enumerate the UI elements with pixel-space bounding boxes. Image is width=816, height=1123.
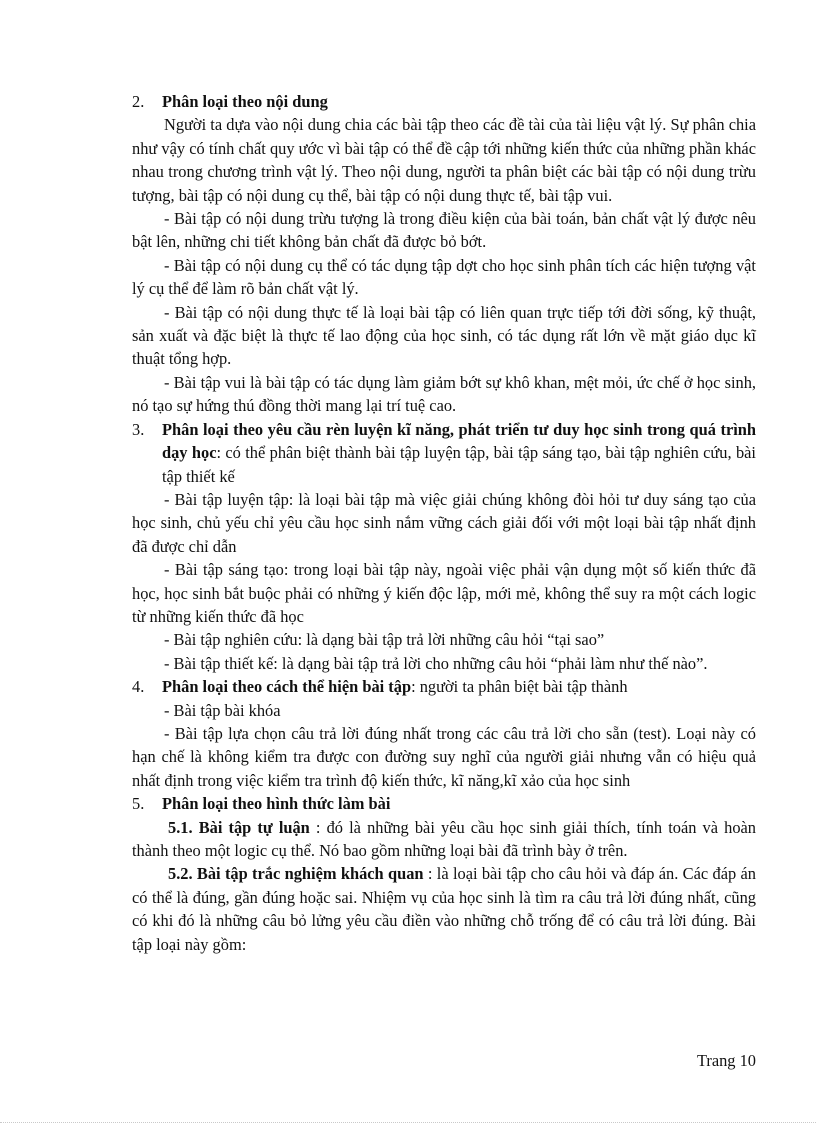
bullet-item: - Bài tập lựa chọn câu trả lời đúng nhất trong các câu trả lời cho sẵn (test). Loại này có hạn chế là không kiểm tra được con đường suy nghĩ của người giải nhưng vẫn có hiệu quả nhất định trong việc kiểm tra trình độ kiến thức, kĩ năng,kĩ xảo của học sinh (132, 723, 756, 790)
subsection-text: : là loại bài tập cho câu hỏi và đáp án. Các đáp án có thể là đúng, gần đúng hoặc sai. Nhiệm vụ của học sinh là tìm ra câu trả lời đúng nhất, cũng có khi đó là những câu bỏ lửng yêu cầu điền vào những chỗ trống để có câu trả lời đúng. Bài tập loại này gồm: (132, 864, 756, 954)
bullet-item: - Bài tập có nội dung cụ thể có tác dụng tập dợt cho học sinh phân tích các hiện tượng vật lý cụ thể để làm rõ bản chất vật lý. (132, 255, 756, 299)
section-5-heading (132, 792, 756, 815)
bullet-item: - Bài tập sáng tạo: trong loại bài tập này, ngoài việc phải vận dụng một số kiến thức đã học, học sinh bắt buộc phải có những ý kiến độc lập, mới mẻ, không thể suy ra một cách logic từ những kiến thức đã học (132, 560, 756, 626)
bullet-item: - Bài tập bài khóa (164, 700, 281, 720)
section-intro: : người ta phân biệt bài tập thành (411, 677, 628, 697)
section-title: Phân loại theo cách thể hiện bài tập (162, 677, 412, 697)
section-intro: : có thể phân biệt thành bài tập luyện tập, bài tập sáng tạo, bài tập nghiên cứu, bài tập thiết kế (162, 443, 756, 486)
bullet-item: - Bài tập vui là bài tập có tác dụng làm giảm bớt sự khô khan, mệt mỏi, ức chế ở học sinh, nó tạo sự hứng thú đồng thời mang lại trí tuệ cao. (132, 372, 756, 416)
section-number: 5. (132, 794, 145, 814)
section-title: Phân loại theo yêu cầu rèn luyện kĩ năng, phát triển tư duy học sinh trong quá trình dạy học (162, 419, 756, 463)
section-2-heading (132, 90, 756, 113)
bullet-item: - Bài tập có nội dung trừu tượng là trong điều kiện của bài toán, bản chất vật lý được nêu bật lên, những chi tiết không bản chất đã được bỏ bớt. (132, 209, 756, 252)
section-title: Phân loại theo nội dung (162, 92, 328, 111)
section-3-heading (132, 418, 756, 488)
section-number: 3. (132, 419, 145, 439)
section-4-heading (132, 675, 756, 698)
subsection-5-1 (132, 816, 756, 863)
subsection-text: : đó là những bài yêu cầu học sinh giải thích, tính toán và hoàn thành theo một logic cụ thể. Nó bao gồm những loại bài đã trình bày ở trên. (132, 817, 757, 860)
section-number: 4. (132, 677, 145, 697)
bullet-item: - Bài tập nghiên cứu: là dạng bài tập trả lời những câu hỏi “tại sao” (164, 630, 605, 650)
bullet-item: - Bài tập thiết kế: là dạng bài tập trả lời cho những câu hỏi “phải làm như thế nào”. (164, 653, 708, 673)
subsection-title: 5.2. Bài tập trắc nghiệm khách quan (168, 864, 424, 884)
section-title: Phân loại theo hình thức làm bài (162, 794, 391, 814)
subsection-title: 5.1. Bài tập tự luận (168, 817, 310, 837)
page-content (132, 90, 756, 956)
subsection-5-2 (132, 862, 756, 956)
section-number: 2. (132, 92, 145, 111)
bullet-item: - Bài tập có nội dung thực tế là loại bài tập có liên quan trực tiếp tới đời sống, kỹ thuật, sản xuất và đặc biệt là thực tế lao động của học sinh, có tác dụng rất lớn về mặt giáo dục kĩ thuật tổng hợp. (132, 302, 756, 369)
page-number: Trang 10 (696, 1051, 756, 1070)
paragraph: Người ta dựa vào nội dung chia các bài tập theo các đề tài của tài liệu vật lý. Sự phân chia như vậy có tính chất quy ước vì bài tập có thể đề cập tới những kiến thức của những phần khác nhau trong chương trình vật lý. Theo nội dung, người ta phân biệt các bài tập có nội dung trừu tượng, bài tập có nội dung cụ thể, bài tập có nội dung thực tế, bài tập vui. (132, 115, 756, 205)
bullet-item: - Bài tập luyện tập: là loại bài tập mà việc giải chúng không đòi hỏi tư duy sáng tạo của học sinh, chủ yếu chỉ yêu cầu học sinh nắm vững cách giải đối với một loại bài tập nhất định đã được chỉ dẫn (132, 489, 756, 556)
